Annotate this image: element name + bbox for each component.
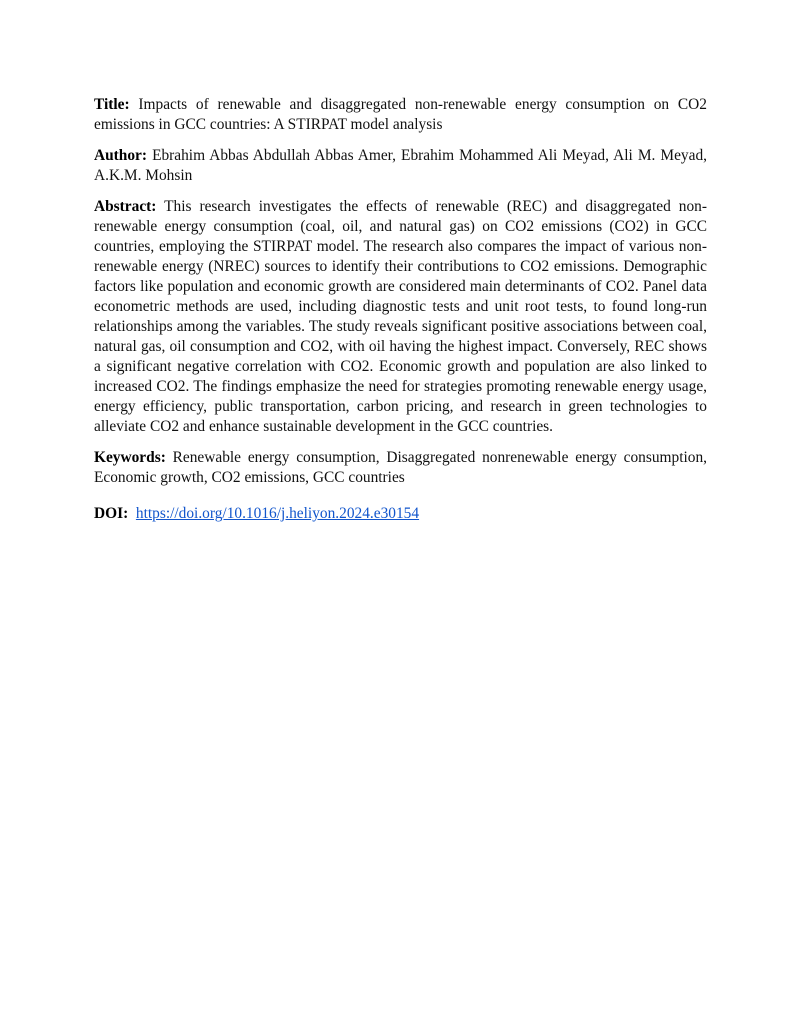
title-section: [94, 95, 707, 135]
doi-section: [94, 504, 707, 524]
author-label: Author:: [94, 147, 148, 164]
title-text: Impacts of renewable and disaggregated non-renewable energy consumption on CO2 emissions in GCC countries: A STIRPAT model analysis: [94, 96, 707, 133]
keywords-section: [94, 448, 707, 488]
doi-label: DOI:: [94, 505, 129, 522]
abstract-label: Abstract:: [94, 198, 157, 215]
abstract-section: [94, 197, 707, 437]
author-text: Ebrahim Abbas Abdullah Abbas Amer, Ebrahim Mohammed Ali Meyad, Ali M. Meyad, A.K.M. Mohsin: [94, 147, 707, 184]
title-label: Title:: [94, 96, 130, 113]
keywords-text: Renewable energy consumption, Disaggregated nonrenewable energy consumption, Economic growth, CO2 emissions, GCC countries: [94, 449, 707, 486]
keywords-label: Keywords:: [94, 449, 166, 466]
author-section: [94, 146, 707, 186]
abstract-text: This research investigates the effects of renewable (REC) and disaggregated non-renewable energy consumption (coal, oil, and natural gas) on CO2 emissions (CO2) in GCC countries, employing the STIRPAT model. The research also compares the impact of various non-renewable energy (NREC) sources to identify their contributions to CO2 emissions. Demographic factors like population and economic growth are considered main determinants of CO2. Panel data econometric methods are used, including diagnostic tests and unit root tests, to found long-run relationships among the variables. The study reveals significant positive associations between coal, natural gas, oil consumption and CO2, with oil having the highest impact. Conversely, REC shows a significant negative correlation with CO2. Economic growth and population are also linked to increased CO2. The findings emphasize the need for strategies promoting renewable energy usage, energy efficiency, public transportation, carbon pricing, and research in green technologies to alleviate CO2 and enhance sustainable development in the GCC countries.: [94, 198, 707, 435]
doi-link[interactable]: https://doi.org/10.1016/j.heliyon.2024.e30154: [135, 505, 420, 522]
document-page: [94, 95, 707, 535]
